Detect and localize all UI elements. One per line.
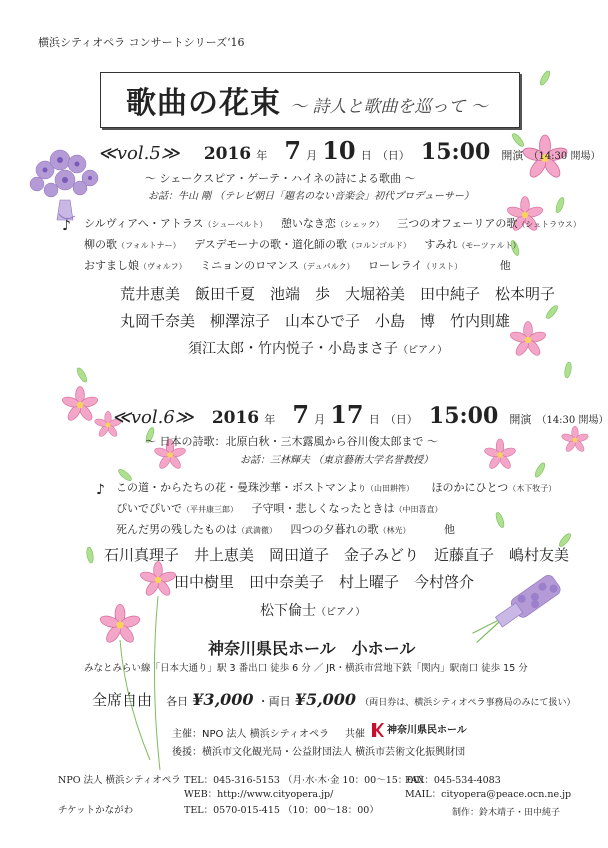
song-composer: （木下牧子） [508,484,557,493]
page-title: 歌曲の花束 [126,86,281,121]
vol5-date-line [98,136,600,165]
music-note-icon: ♪ [96,482,105,498]
song-composer: （シューベルト） [203,220,268,229]
performer-row: 田中樹里 田中奈美子 村上曜子 今村啓介 [174,573,475,591]
song-title: 柳の歌 [84,238,117,251]
co-organizer [372,721,467,737]
vol6-nen: 年 [264,413,276,426]
vol5-label: ≪vol.5≫ [98,143,180,164]
co-organizer-name: 神奈川県民ホール [387,725,467,736]
vol5-tsuki: 月 [306,149,318,162]
performer-row: 丸岡千奈美 柳澤涼子 山本ひで子 小島 博 竹内則雄 [120,312,511,330]
song-composer: （武満徹） [237,526,277,535]
vol6-tsuki: 月 [314,413,326,426]
vol6-performers [104,542,569,596]
vol6-nichi: 日 [368,413,380,426]
footer-tel2: TEL：0570-015-415 （10：00～18：00） [184,805,379,816]
song-composer: （フォルトナー） [117,241,181,250]
song-title: シルヴィアへ・アトラス [84,217,204,230]
song-etc: 他 [444,523,455,536]
vol5-song-row [84,235,581,256]
price-label: 全席自由 [92,691,153,709]
footer-credit: 制作：鈴木靖子・田中純子 [452,808,561,818]
vol5-pianists [188,338,447,358]
venue: 神奈川県民ホール 小ホール [208,639,416,658]
page-subtitle: ～ 詩人と歌曲を巡って ～ [290,97,488,117]
vol6-kaien: 開演 [509,413,532,426]
song-composer: （モーツァルト） [457,241,521,250]
price-sep: ・両日 [257,695,291,708]
song-title: ほのかにひとつ [431,481,509,494]
vol6-song-list [116,478,556,541]
support: 後援：横浜市文化観光局・公益財団法人 横浜市芸術文化振興財団 [172,747,466,758]
vol6-year: 2016 [211,408,260,428]
vol5-theme: ～ シェークスピア・ゲーテ・ハイネの詩による歌曲 ～ [145,172,416,185]
vol6-theme: ～ 日本の詩歌：北原白秋・三木露風から谷川俊太郎まで ～ [145,435,438,448]
price-each: 各日 [166,695,189,708]
vol5-performers [120,281,555,335]
series-title: 横浜シティオペラ コンサートシリーズ‘16 [38,36,245,49]
price-note: （両日券は、横浜シティオペラ事務局のみにて扱い） [360,698,576,708]
performer-row: 荒井恵美 飯田千夏 池端 歩 大堀裕美 田中純子 松本明子 [120,285,556,303]
vol5-song-row [84,214,581,235]
song-title: 三つのオフェーリアの歌 [397,217,518,230]
vol5-song-list [84,214,581,277]
vol6-pianists [260,600,365,620]
vol6-day: 17 [330,400,364,429]
vol6-song-row [116,499,556,520]
vol6-time: 15:00 [428,403,499,429]
vol5-kaien: 開演 [501,149,524,162]
vol6-month: 7 [292,400,310,429]
vol5-weekday: （日） [376,149,410,162]
song-title: この道・からたちの花・曼珠沙華・ボストマンよ [116,481,358,494]
footer-org1: NPO 法人 横浜シティオペラ [58,775,181,786]
vol5-time: 15:00 [420,139,491,165]
vol5-day: 10 [322,136,356,165]
vol6-song-row [116,478,556,499]
vol6-kaijo: （14:30 開場） [536,415,608,426]
song-title: すみれ [424,238,458,251]
footer-web[interactable]: WEB：http://www.cityopera.jp/ [184,789,334,800]
pianist-names: 須江太郎・竹内悦子・小島まさ子 [188,341,398,357]
price-line [92,689,575,710]
song-title: 死んだ男の残したものは [116,523,237,536]
piano-note: （ピアノ） [398,345,448,356]
vol6-label: ≪vol.6≫ [112,407,194,428]
footer-tel1: TEL：045-316-5153 （月·水·木·金 10：00～15：00） [184,775,429,786]
kanagawa-hall-logo-icon [372,723,384,737]
song-composer: （コルンゴルド） [347,241,411,250]
song-title: 四つの夕暮れの歌 [290,523,379,536]
vol6-song-row [116,520,556,541]
song-composer: （リスト） [422,262,463,271]
song-title: 憩いなき恋 [280,217,336,230]
pianist-names: 松下倫士 [260,603,316,619]
song-title: ローレライ [367,259,423,272]
music-note-icon: ♪ [62,218,71,234]
song-composer: （ヴォルフ） [139,262,187,271]
song-title: 子守唄・悲しくなったときは [251,502,395,515]
song-composer: （シェック） [335,220,384,229]
vol6-date-line [112,400,608,429]
piano-note: （ピアノ） [316,607,366,618]
song-title: ミニョンのロマンス [200,259,299,272]
organizer: 主催：NPO 法人 横浜シティオペラ [172,729,329,740]
song-composer: （平井康三郎） [182,505,238,514]
song-composer: （中田喜直） [394,505,443,514]
song-title: ぴいでぴいで [116,502,182,515]
vol5-nen: 年 [256,149,268,162]
access-info: みなとみらい線「日本大通り」駅 3 番出口 徒歩 6 分 ／ JR・横浜市営地下鉄「関内」駅南口 徒歩 15 分 [84,663,528,674]
song-composer: り（山田耕筰） [358,484,414,493]
co-organizer-label: 共催 [345,729,365,740]
vol5-nichi: 日 [360,149,372,162]
song-composer: （デュパルク） [298,262,355,271]
vol5-month: 7 [284,136,302,165]
vol5-year: 2016 [203,144,252,164]
footer-org2: チケットかながわ [58,805,134,816]
price-both: ¥5,000 [294,690,357,709]
vol5-kaijo: （14:30 開場） [528,151,601,162]
song-composer: （林光） [378,526,411,535]
footer-mail[interactable]: MAIL：cityopera@peace.ocn.ne.jp [405,789,572,800]
vol5-talk: お話：牛山 剛 （テレビ朝日「題名のない音楽会」初代プロデューサー） [148,191,474,202]
vol5-song-row [84,256,581,277]
song-etc: 他 [499,259,511,272]
vol6-weekday: （日） [384,413,418,426]
song-title: デスデモーナの歌・道化師の歌 [194,238,348,251]
performer-row: 石川真理子 井上恵美 岡田道子 金子みどり 近藤直子 嶋村友美 [104,546,570,564]
footer-fax: FAX：045-534-4083 [405,775,501,786]
song-title: おすまし娘 [84,259,139,272]
song-composer: （シュトラウス） [517,220,581,229]
vol6-talk: お話：三林輝夫 （東京藝術大学名誉教授） [240,455,434,466]
price-single: ¥3,000 [192,690,254,709]
